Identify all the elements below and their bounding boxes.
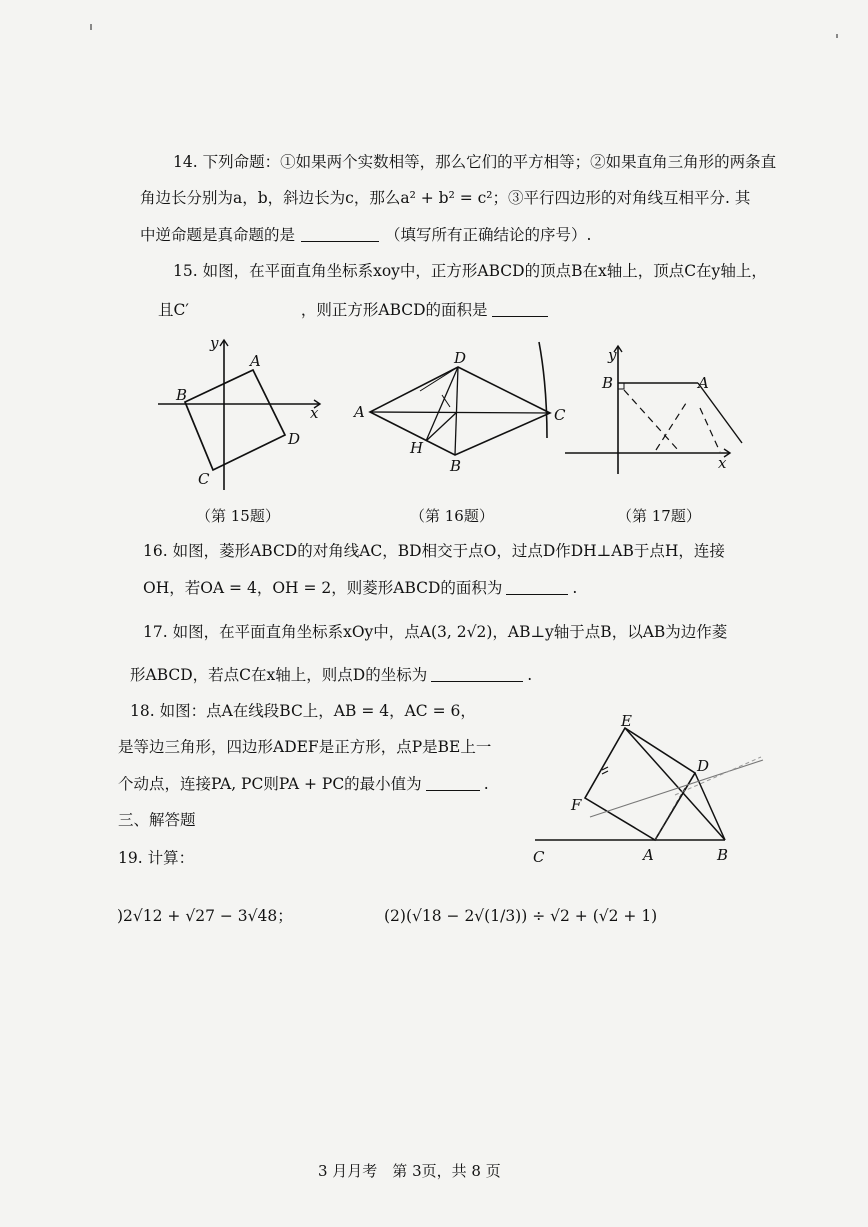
fig18-label-D: D xyxy=(697,757,710,775)
q14-line3 xyxy=(140,225,591,245)
q15-answer-blank[interactable] xyxy=(492,300,548,317)
q14-line3-end: （填写所有正确结论的序号）. xyxy=(385,226,592,244)
q15-line2 xyxy=(158,300,548,320)
q18-line1: 18. 如图：点A在线段BC上，AB = 4，AC = 6， xyxy=(130,702,476,720)
caption-figure-17: （第 17题） xyxy=(617,507,701,525)
q15-line1: 15. 如图，在平面直角坐标系xoy中，正方形ABCD的顶点B在x轴上，顶点C在y轴上， xyxy=(173,262,767,280)
fig16-label-B: B xyxy=(450,457,462,475)
q16-answer-blank[interactable] xyxy=(506,578,568,595)
q17-line1: 17. 如图，在平面直角坐标系xOy中，点A(3, 2√2)，AB⊥y轴于点B，以AB为边作菱 xyxy=(143,623,728,641)
q18-answer-blank[interactable] xyxy=(426,774,480,791)
figure-15 xyxy=(150,332,330,492)
figure-18 xyxy=(525,710,765,870)
q17-line2-start: 形ABCD，若点C在x轴上，则点D的坐标为 xyxy=(130,666,428,684)
fig18-label-B: B xyxy=(717,846,729,864)
q18-line3-end: . xyxy=(483,775,489,793)
q16-line1: 16. 如图，菱形ABCD的对角线AC，BD相交于点O，过点D作DH⊥AB于点H，连接 xyxy=(143,542,725,560)
fig18-label-F: F xyxy=(571,796,582,814)
fig18-label-C: C xyxy=(533,848,545,866)
caption-figure-16: （第 16题） xyxy=(410,507,494,525)
fig15-label-B: B xyxy=(176,386,188,404)
fig15-label-D: D xyxy=(288,430,301,448)
fig15-label-A: A xyxy=(250,352,261,370)
q17-line2 xyxy=(130,665,532,685)
q19-part2: (2)(√18 − 2√(1/3)) ÷ √2 + (√2 + 1) xyxy=(384,907,658,925)
page-footer: 3 月月考 第 3页，共 8 页 xyxy=(318,1162,501,1180)
fig18-label-A: A xyxy=(643,846,654,864)
q14-line3-start: 中逆命题是真命题的是 xyxy=(140,226,296,244)
q16-line2-start: OH，若OA = 4，OH = 2，则菱形ABCD的面积为 xyxy=(143,579,503,597)
fig17-label-y: y xyxy=(608,346,617,364)
caption-figure-15: （第 15题） xyxy=(196,507,280,525)
q17-line2-end: . xyxy=(527,666,533,684)
q19-part1: )2√12 + √27 − 3√48； xyxy=(117,907,293,925)
figure-17 xyxy=(560,340,755,475)
q15-line2-mid: ，则正方形ABCD的面积是 xyxy=(300,301,488,319)
q14-line2: 角边长分别为a，b，斜边长为c，那么a² + b² = c²；③平行四边形的对角线互相平分. 其 xyxy=(140,189,751,207)
scan-mark xyxy=(836,34,838,38)
section-title: 三、解答题 xyxy=(118,811,196,829)
fig17-label-x: x xyxy=(718,454,727,472)
fig16-label-A: A xyxy=(354,403,365,421)
q16-line2-end: . xyxy=(572,579,578,597)
q14-answer-blank[interactable] xyxy=(301,225,379,242)
fig15-label-y: y xyxy=(210,334,219,352)
fig16-label-H: H xyxy=(410,439,424,457)
q18-line3-start: 个动点，连接PA, PC则PA + PC的最小值为 xyxy=(118,775,422,793)
fig15-label-C: C xyxy=(198,470,210,488)
q17-answer-blank[interactable] xyxy=(431,665,523,682)
q19-title: 19. 计算： xyxy=(118,849,195,867)
scan-artifact xyxy=(535,340,555,440)
q16-line2 xyxy=(143,578,577,598)
q14-line1: 14. 下列命题：①如果两个实数相等，那么它们的平方相等；②如果直角三角形的两条直 xyxy=(173,153,777,171)
fig17-label-B: B xyxy=(602,374,614,392)
fig16-label-D: D xyxy=(454,349,467,367)
fig18-label-E: E xyxy=(621,712,632,730)
fig16-label-C: C xyxy=(554,406,566,424)
fig15-label-x: x xyxy=(310,404,319,422)
scan-mark xyxy=(90,24,92,30)
q18-line3 xyxy=(118,774,489,794)
q18-line2: 是等边三角形，四边形ADEF是正方形，点P是BE上一 xyxy=(118,738,492,756)
q15-line2-start: 且C′ xyxy=(158,301,189,319)
fig17-label-A: A xyxy=(698,374,709,392)
